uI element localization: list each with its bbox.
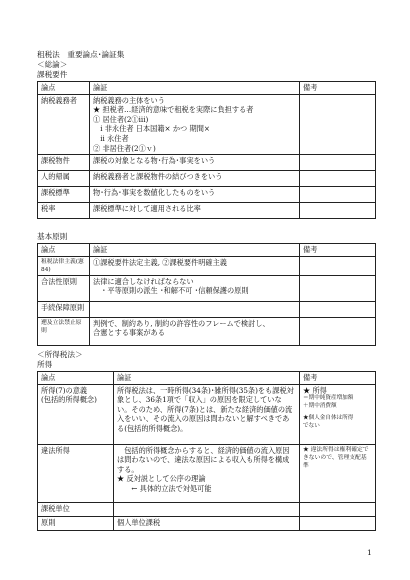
table-header-row	[38, 372, 376, 385]
table-row	[38, 171, 376, 187]
table-row	[38, 256, 376, 275]
row-argument	[90, 301, 300, 317]
row-notes	[300, 155, 376, 171]
header-topic: 論点	[38, 82, 90, 95]
row-topic: 人的帰属	[38, 171, 90, 187]
argument-line: 合憲とする事案がある	[93, 328, 165, 338]
header-topic: 論点	[38, 244, 90, 257]
row-notes	[300, 275, 376, 301]
row-topic: 課税物件	[38, 155, 90, 171]
section-heading-general: ＜総論＞	[37, 60, 68, 69]
argument-line: ii 永住者	[93, 133, 129, 143]
row-notes	[300, 301, 376, 317]
subheading-tax-requirements: 課税要件	[37, 70, 68, 79]
note-text: ★ 違法所得は権利確定できないので、管理支配基準	[303, 446, 369, 469]
subheading-basic-principles: 基本原則	[37, 232, 68, 241]
row-notes	[300, 187, 376, 203]
row-topic: 税率	[38, 203, 90, 219]
subheading-income: 所得	[37, 360, 53, 369]
row-argument	[90, 275, 300, 301]
table-row	[38, 155, 376, 171]
row-topic: 租税法律主義(憲84)	[38, 256, 90, 275]
table-row	[38, 502, 376, 516]
note-line: ＝期中純資産増加額	[303, 395, 354, 402]
table-row	[38, 301, 376, 317]
argument-line: 判例で、制約あり, 制約の許容性のフレームで検討し、	[93, 318, 270, 328]
row-notes	[300, 317, 376, 345]
row-topic	[38, 384, 114, 444]
row-argument: 課税の対象となる物･行為･事実をいう	[90, 155, 300, 171]
table-row	[38, 384, 376, 444]
row-notes	[300, 94, 376, 155]
table-row	[38, 94, 376, 155]
topic-line: 所得(7)の意義	[41, 385, 88, 395]
row-argument: 個人単位課税	[114, 516, 300, 530]
argument-text: 包括的所得概念からすると、経済的価値の流入原因は問わないので、違法な原因による収入も所得を構成する。	[117, 445, 290, 474]
argument-line: i 非永住者 日本国籍× かつ 期間×	[93, 124, 210, 134]
argument-text: 所得税法は、一時所得(34条)･雑所得(35条)をも課税対象とし、36条1項で「収入」の原因を限定していない。そのため、所得(7条)とは、新たな経済的価値の流入をいい、その流入の原因は問わないと解すべきである(包括的所得概念)。	[117, 385, 294, 433]
row-topic: 納税義務者	[38, 94, 90, 155]
header-argument: 論証	[90, 82, 300, 95]
row-topic: 手続保障原則	[38, 301, 90, 317]
tax-requirements-table	[37, 81, 376, 219]
row-argument: 納税義務者と課税物件の結びつきをいう	[90, 171, 300, 187]
argument-line: ★ 反対説として公序の理論	[117, 474, 206, 484]
table-header-row	[38, 82, 376, 95]
header-argument: 論証	[90, 244, 300, 257]
row-argument	[90, 94, 300, 155]
row-notes	[300, 444, 376, 502]
section-heading-income-tax: ＜所得税法＞	[37, 350, 83, 359]
table-row	[38, 275, 376, 301]
topic-line: (包括的所得概念)	[41, 395, 97, 405]
document-title: 租税法 重要論点･論証集	[37, 50, 125, 59]
row-argument: 物･行為･事実を数値化したものをいう	[90, 187, 300, 203]
income-table	[37, 371, 376, 531]
row-argument	[114, 502, 300, 516]
table-row	[38, 187, 376, 203]
table-row	[38, 317, 376, 345]
row-notes	[300, 516, 376, 530]
row-argument	[114, 384, 300, 444]
header-argument: 論証	[114, 372, 300, 385]
table-row	[38, 203, 376, 219]
argument-line: ① 居住者(2①iii)	[93, 114, 149, 124]
row-notes	[300, 256, 376, 275]
header-notes: 備考	[300, 244, 376, 257]
argument-line: 納税義務の主体をいう	[93, 95, 165, 105]
row-topic: 違法所得	[38, 444, 114, 502]
row-topic: 合法性原則	[38, 275, 90, 301]
argument-line: 法律に適合しなければならない	[93, 276, 194, 286]
argument-line: ← 具体的立法で対処可能	[117, 483, 212, 493]
row-topic: 課税単位	[38, 502, 114, 516]
argument-line: ② 非居住者(2①ｖ)	[93, 143, 156, 153]
row-notes	[300, 171, 376, 187]
row-notes	[300, 502, 376, 516]
table-row	[38, 444, 376, 502]
table-row	[38, 516, 376, 530]
row-notes	[300, 384, 376, 444]
row-argument	[114, 444, 300, 502]
table-header-row	[38, 244, 376, 257]
header-notes: 備考	[300, 82, 376, 95]
basic-principles-table	[37, 243, 376, 346]
argument-line: ★ 担税者…経済的意味で租税を実際に負担する者	[93, 105, 254, 115]
row-argument: 課税標準に対して適用される比率	[90, 203, 300, 219]
page-number: 1	[367, 548, 372, 557]
row-topic: 遡及立法禁止原則	[38, 317, 90, 345]
row-notes	[300, 203, 376, 219]
header-topic: 論点	[38, 372, 114, 385]
row-topic: 課税標準	[38, 187, 90, 203]
note-line: ＋期中消費額	[303, 402, 337, 409]
row-argument	[90, 317, 300, 345]
note-line: ★個人金自体は所得	[303, 414, 354, 421]
note-line: でない	[303, 422, 320, 429]
note-line: ★ 所得	[303, 385, 327, 395]
argument-line: ・平等原則の派生 ･和解不可 ･信頼保護の原則	[93, 286, 249, 296]
header-notes: 備考	[300, 372, 376, 385]
row-argument: ①課税要件法定主義, ②課税要件明確主義	[90, 256, 300, 275]
row-topic: 原則	[38, 516, 114, 530]
